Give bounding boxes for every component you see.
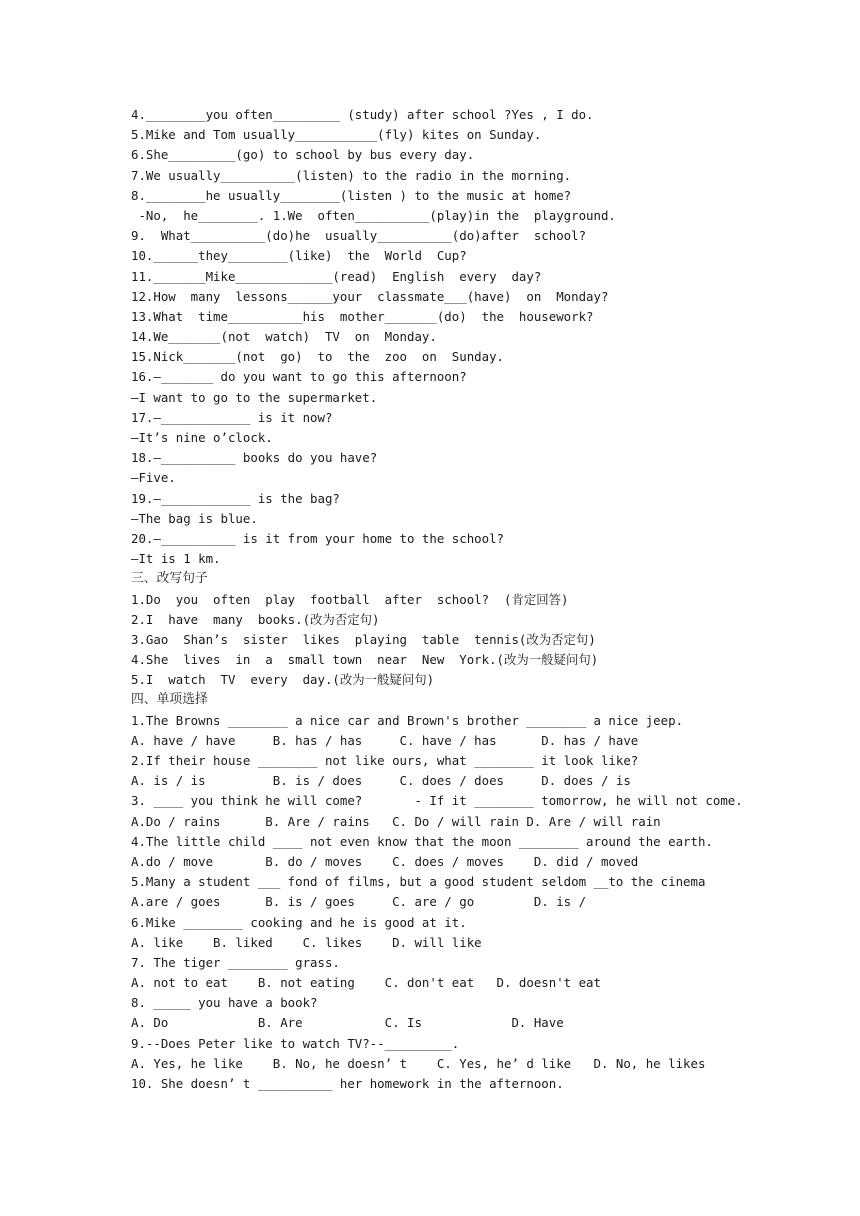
text-line: A.Do / rains B. Are / rains C. Do / will rain D. Are / will rain (131, 813, 661, 829)
text-line: A. Yes, he like B. No, he doesn’ t C. Yes, he’ d like D. No, he likes (131, 1055, 706, 1071)
text-line: 8. _____ you have a book? (131, 995, 318, 1011)
text-line: -No, he________. 1.We often__________(play)in the playground. (131, 207, 616, 223)
text-line: 9.--Does Peter like to watch TV?--_________. (131, 1035, 460, 1051)
text-line: 1.The Browns ________ a nice car and Brown's brother ________ a nice jeep. (131, 712, 684, 728)
text-line: 7. The tiger ________ grass. (131, 954, 340, 970)
text-line: 7.We usually__________(listen) to the radio in the morning. (131, 167, 572, 183)
text-line: —It is 1 km. (131, 551, 221, 567)
text-line: 四、单项选择 (131, 692, 208, 708)
text-line: 2.I have many books.(改为否定句) (131, 611, 380, 627)
text-line: 8.________he usually________(listen ) to the music at home? (131, 187, 572, 203)
text-line: —I want to go to the supermarket. (131, 389, 378, 405)
text-line: —The bag is blue. (131, 510, 258, 526)
text-line: 4.________you often_________ (study) after school ?Yes , I do. (131, 107, 594, 122)
text-line: A. is / is B. is / does C. does / does D. does / is (131, 773, 631, 789)
text-line: 10.______they________(like) the World Cup? (131, 248, 467, 264)
text-line: 16.—_______ do you want to go this afternoon? (131, 369, 467, 385)
text-line: A.do / move B. do / moves C. does / moves D. did / moved (131, 853, 639, 869)
text-line: 4.The little child ____ not even know that the moon ________ around the earth. (131, 833, 713, 849)
text-line: 20.—__________ is it from your home to the school? (131, 530, 504, 546)
text-line: 三、改写句子 (131, 571, 208, 587)
text-line: 19.—____________ is the bag? (131, 490, 340, 506)
text-line: —Five. (131, 470, 176, 486)
text-line: 13.What time__________his mother_______(do) the housework? (131, 308, 594, 324)
text-line: 1.Do you often play football after school? (肯定回答) (131, 591, 569, 607)
text-line: A. Do B. Are C. Is D. Have (131, 1015, 564, 1031)
text-line: 10. She doesn’ t __________ her homework in the afternoon. (131, 1076, 564, 1091)
text-line: 9. What__________(do)he usually__________(do)after school? (131, 228, 587, 244)
text-line: 17.—____________ is it now? (131, 409, 333, 425)
text-line: 11._______Mike_____________(read) English every day? (131, 268, 542, 284)
text-line: 5.I watch TV every day.(改为一般疑问句) (131, 672, 435, 688)
text-line: 15.Nick_______(not go) to the zoo on Sunday. (131, 349, 504, 365)
text-line: A. not to eat B. not eating C. don't eat D. doesn't eat (131, 975, 601, 991)
text-line: 14.We_______(not watch) TV on Monday. (131, 329, 437, 345)
text-line: 6.Mike ________ cooking and he is good at it. (131, 914, 467, 930)
exercise-text (131, 105, 741, 1094)
text-line: —It’s nine o’clock. (131, 430, 273, 445)
text-line: 3.Gao Shan’s sister likes playing table tennis(改为否定句) (131, 631, 596, 647)
text-line: 6.She_________(go) to school by bus every day. (131, 147, 475, 163)
text-line: A. like B. liked C. likes D. will like (131, 934, 482, 950)
text-line: 18.—__________ books do you have? (131, 450, 378, 466)
text-line: 5.Many a student ___ fond of films, but a good student seldom __to the cinema (131, 874, 706, 890)
text-line: 4.She lives in a small town near New York.(改为一般疑问句) (131, 652, 599, 668)
text-line: A. have / have B. has / has C. have / has D. has / have (131, 732, 639, 748)
text-line: 12.How many lessons______your classmate___(have) on Monday? (131, 288, 609, 304)
text-line: 5.Mike and Tom usually___________(fly) kites on Sunday. (131, 127, 542, 143)
text-line: A.are / goes B. is / goes C. are / go D. is / (131, 894, 587, 910)
text-line: 3. ____ you think he will come? - If it ________ tomorrow, he will not come. (131, 793, 743, 809)
text-line: 2.If their house ________ not like ours, what ________ it look like? (131, 753, 639, 768)
